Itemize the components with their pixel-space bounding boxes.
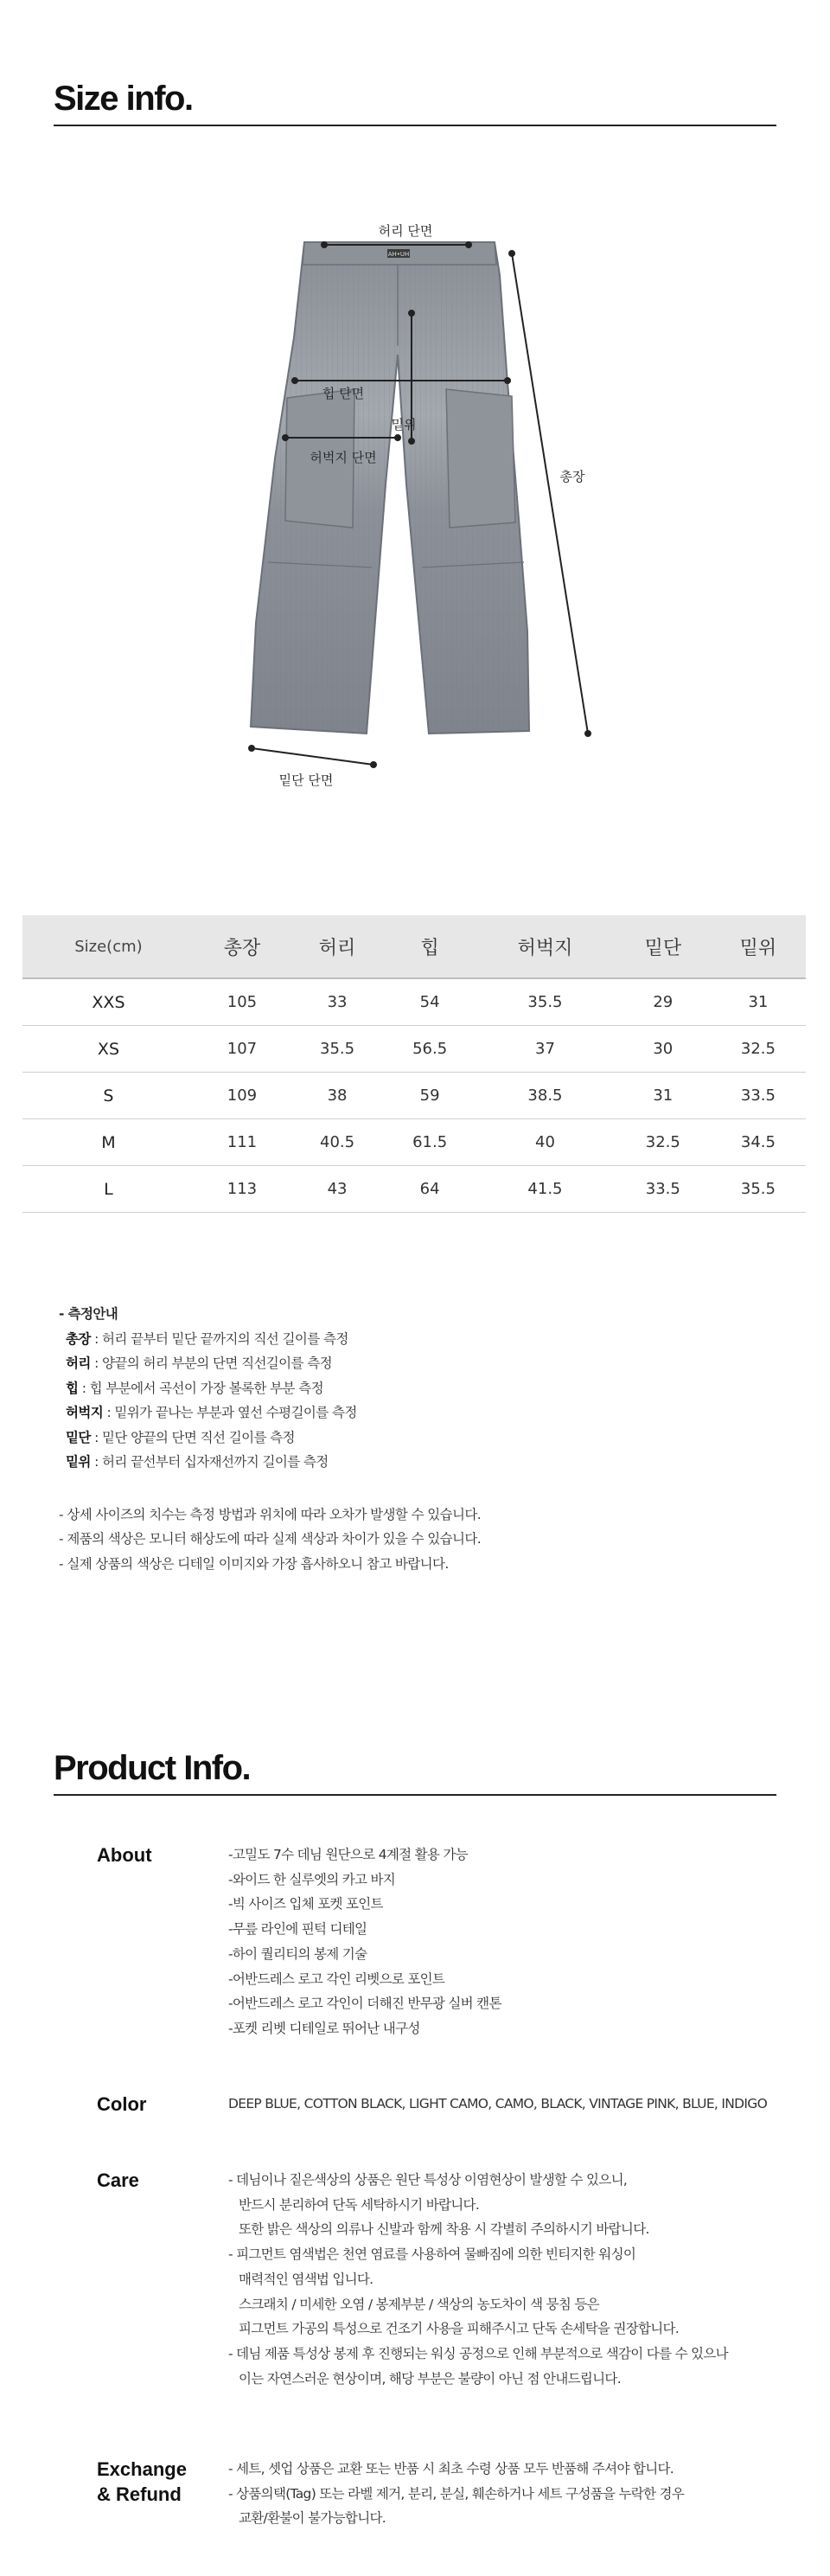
size-info-title: Size info. xyxy=(54,80,193,118)
header-hem: 밑단 xyxy=(616,915,711,978)
table-cell: 38 xyxy=(290,1073,385,1119)
care-list xyxy=(228,2168,799,2391)
hem-label: 밑단 단면 xyxy=(278,772,334,788)
measurement-guide xyxy=(59,1302,785,1576)
size-cell: L xyxy=(22,1166,195,1213)
list-item: - 데님 제품 특성상 봉제 후 진행되는 워싱 공정으로 인해 부분적으로 색감이 다를 수 있으나 xyxy=(228,2345,728,2361)
header-size: Size(cm) xyxy=(22,915,195,978)
table-cell: 35.5 xyxy=(475,978,616,1026)
table-row xyxy=(22,1026,806,1073)
table-row xyxy=(22,1073,806,1119)
table-cell: 33.5 xyxy=(711,1073,806,1119)
table-cell: 107 xyxy=(195,1026,290,1073)
guide-item: 밑위 : 허리 끝선부터 십자재선까지 길이를 측정 xyxy=(66,1454,329,1470)
table-cell: 64 xyxy=(385,1166,475,1213)
header-hip: 힙 xyxy=(385,915,475,978)
table-cell: 111 xyxy=(195,1119,290,1166)
list-item: 교환/환불이 불가능합니다. xyxy=(239,2510,386,2527)
list-item: -하이 퀄리티의 봉제 기술 xyxy=(228,1945,367,1962)
size-cell: S xyxy=(22,1073,195,1119)
size-cell: M xyxy=(22,1119,195,1166)
table-cell: 33 xyxy=(290,978,385,1026)
table-cell: 40 xyxy=(475,1119,616,1166)
table-row xyxy=(22,1119,806,1166)
table-cell: 38.5 xyxy=(475,1073,616,1119)
size-info-divider xyxy=(54,125,776,126)
table-cell: 54 xyxy=(385,978,475,1026)
list-item: - 피그먼트 염색법은 천연 염료를 사용하여 물빠짐에 의한 빈티지한 워싱이 xyxy=(228,2246,636,2263)
size-table-header xyxy=(22,915,806,978)
color-label: Color xyxy=(97,2093,147,2115)
exchange-list xyxy=(228,2457,799,2531)
size-cell: XXS xyxy=(22,978,195,1026)
exchange-refund-label: Exchange & Refund xyxy=(97,2458,187,2505)
table-cell: 31 xyxy=(711,978,806,1026)
guide-item: 허벅지 : 밑위가 끝나는 부분과 옆선 수평길이를 측정 xyxy=(66,1405,357,1420)
list-item: 매력적인 염색법 입니다. xyxy=(239,2271,374,2287)
table-cell: 35.5 xyxy=(711,1166,806,1213)
table-row xyxy=(22,978,806,1026)
list-item: - 세트, 셋업 상품은 교환 또는 반품 시 최초 수령 상품 모두 반품해 주셔야 합니다. xyxy=(228,2461,674,2477)
list-item: 이는 자연스러운 현상이며, 해당 부분은 불량이 아닌 점 안내드립니다. xyxy=(239,2370,621,2387)
list-item: - 데님이나 짙은색상의 상품은 원단 특성상 이염현상이 발생할 수 있으니, xyxy=(228,2172,628,2188)
pants-illustration xyxy=(251,242,529,734)
about-label: About xyxy=(97,1844,152,1866)
list-item: 또한 밝은 색상의 의류나 신발과 함께 착용 시 각별히 주의하시기 바랍니다. xyxy=(239,2221,649,2238)
header-thigh: 허벅지 xyxy=(475,915,616,978)
notice-line: - 상세 사이즈의 치수는 측정 방법과 위치에 따라 오차가 발생할 수 있습니다. xyxy=(59,1506,482,1522)
table-cell: 113 xyxy=(195,1166,290,1213)
list-item: -와이드 한 실루엣의 카고 바지 xyxy=(228,1871,396,1887)
list-item: 스크래치 / 미세한 오염 / 봉제부분 / 색상의 농도차이 색 뭉침 등은 xyxy=(239,2296,599,2312)
table-cell: 35.5 xyxy=(290,1026,385,1073)
table-cell: 33.5 xyxy=(616,1166,711,1213)
length-label: 총장 xyxy=(559,469,585,484)
notice-line: - 제품의 색상은 모니터 해상도에 따라 실제 색상과 차이가 있을 수 있습니다. xyxy=(59,1531,482,1547)
care-label: Care xyxy=(97,2169,139,2191)
product-info-title: Product Info. xyxy=(54,1749,251,1787)
list-item: - 상품의택(Tag) 또는 라벨 제거, 분리, 분실, 훼손하거나 세트 구성품을 누락한 경우 xyxy=(228,2485,685,2502)
list-item: -어반드레스 로고 각인 리벳으로 포인트 xyxy=(228,1970,445,1987)
list-item: -고밀도 7수 데님 원단으로 4계절 활용 가능 xyxy=(228,1847,468,1862)
table-cell: 109 xyxy=(195,1073,290,1119)
header-length: 총장 xyxy=(195,915,290,978)
table-cell: 29 xyxy=(616,978,711,1026)
rise-label: 밑위 xyxy=(391,417,417,433)
right-cargo-pocket xyxy=(446,389,515,528)
table-cell: 105 xyxy=(195,978,290,1026)
waist-label: 허리 단면 xyxy=(378,223,433,239)
table-cell: 37 xyxy=(475,1026,616,1073)
header-waist: 허리 xyxy=(290,915,385,978)
size-table xyxy=(22,915,806,1213)
guide-item: 허리 : 양끝의 허리 부분의 단면 직선길이를 측정 xyxy=(66,1355,333,1371)
guide-heading: - 측정안내 xyxy=(59,1306,118,1322)
color-list: DEEP BLUE, COTTON BLACK, LIGHT CAMO, CAMO, BLACK, VINTAGE PINK, BLUE, INDIGO xyxy=(228,2096,768,2111)
table-cell: 41.5 xyxy=(475,1166,616,1213)
table-cell: 34.5 xyxy=(711,1119,806,1166)
table-cell: 32.5 xyxy=(711,1026,806,1073)
about-list xyxy=(228,1842,799,2041)
table-cell: 61.5 xyxy=(385,1119,475,1166)
table-cell: 59 xyxy=(385,1073,475,1119)
pants-measurement-diagram xyxy=(0,173,830,830)
size-cell: XS xyxy=(22,1026,195,1073)
list-item: 피그먼트 가공의 특성으로 건조기 사용을 피해주시고 단독 손세탁을 권장합니다. xyxy=(239,2321,680,2337)
list-item: -빅 사이즈 입체 포켓 포인트 xyxy=(228,1896,383,1913)
table-cell: 31 xyxy=(616,1073,711,1119)
guide-item: 밑단 : 밑단 양끝의 단면 직선 길이를 측정 xyxy=(66,1429,295,1445)
hip-label: 힙 단면 xyxy=(322,386,365,401)
thigh-label: 허벅지 단면 xyxy=(310,450,377,465)
table-row xyxy=(22,1166,806,1213)
list-item: 반드시 분리하여 단독 세탁하시기 바랍니다. xyxy=(239,2196,480,2213)
guide-item: 힙 : 힙 부분에서 곡선이 가장 볼록한 부분 측정 xyxy=(66,1380,323,1396)
table-cell: 40.5 xyxy=(290,1119,385,1166)
svg-text:AH•UH: AH•UH xyxy=(387,251,410,258)
table-cell: 56.5 xyxy=(385,1026,475,1073)
table-cell: 32.5 xyxy=(616,1119,711,1166)
notice-line: - 실제 상품의 색상은 디테일 이미지와 가장 흡사하오니 참고 바랍니다. xyxy=(59,1555,449,1572)
product-info-divider xyxy=(54,1794,776,1796)
header-rise: 밑위 xyxy=(711,915,806,978)
table-cell: 43 xyxy=(290,1166,385,1213)
list-item: -어반드레스 로고 각인이 더해진 반무광 실버 캔톤 xyxy=(228,1996,501,2012)
guide-item: 총장 : 허리 끝부터 밑단 끝까지의 직선 길이를 측정 xyxy=(66,1330,348,1347)
list-item: -무릎 라인에 핀턱 디테일 xyxy=(228,1921,367,1938)
list-item: -포켓 리벳 디테일로 뛰어난 내구성 xyxy=(228,2020,420,2036)
table-cell: 30 xyxy=(616,1026,711,1073)
